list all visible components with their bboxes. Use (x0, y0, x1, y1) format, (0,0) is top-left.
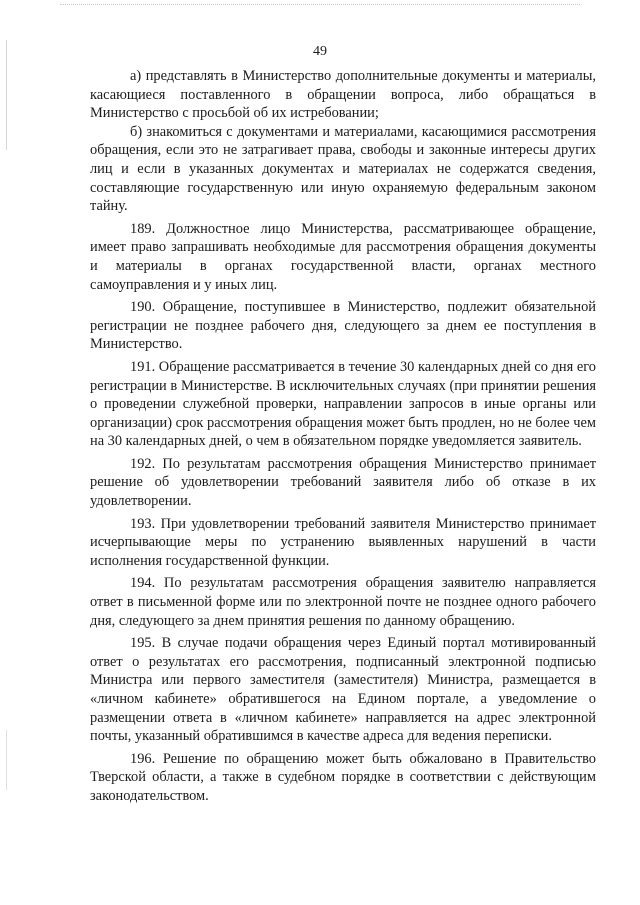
paragraph-189: 189. Должностное лицо Министерства, рассматривающее обращение, имеет право запрашивать необходимые для рассмотрения обращения документы и материалы в органах государственной власти, органах местного самоуправления и у иных лиц. (90, 220, 596, 293)
paragraph-191: 191. Обращение рассматривается в течение 30 календарных дней со дня его регистрации в Министерстве. В исключительных случаях (при принятии решения о проведении служебной проверки, направлении запросов в иные органы или организации) срок рассмотрения обращения может быть продлен, но не более чем на 30 календарных дней, о чем в обязательном порядке уведомляется заявитель. (90, 358, 597, 450)
paragraph-195: 195. В случае подачи обращения через Единый портал мотивированный ответ о результатах его рассмотрения, подписанный электронной подписью Министра или первого заместителя (заместителя) Министра, размещается в «личном кабинете» обратившегося на Едином портале, а уведомление о размещении ответа в «личном кабинете» направляется на адрес электронной почты, указанный обратившимся в качестве адреса для ведения переписки. (90, 635, 596, 745)
paragraph-192: 192. По результатам рассмотрения обращения Министерство принимает решение об удовлетворении требований заявителя либо об отказе в их удовлетворении. (90, 455, 596, 510)
paragraph-196: 196. Решение по обращению может быть обжаловано в Правительство Тверской области, а также в судебном порядке в соответствии с действующим законодательством. (90, 750, 596, 804)
paragraph-b: б) знакомиться с документами и материалами, касающимися рассмотрения обращения, если это не затрагивает права, свободы и законные интересы других лиц и если в указанных документах и материалах не содержатся сведения, составляющие государственную или иную охраняемую федеральным законом тайну. (90, 123, 596, 215)
paragraph-194: 194. По результатам рассмотрения обращения заявителю направляется ответ в письменной форме или по электронной почте не позднее одного рабочего дня, следующего за днем принятия решения по данному обращению. (90, 575, 596, 629)
scan-edge-artifact (60, 4, 580, 5)
document-body (90, 67, 596, 806)
paragraph-193: 193. При удовлетворении требований заявителя Министерство принимает исчерпывающие меры по устранению выявленных нарушений в части исполнения государственной функции. (90, 515, 596, 569)
scan-edge-artifact (6, 730, 7, 790)
paragraph-a: а) представлять в Министерство дополнительные документы и материалы, касающиеся поставленного в обращении вопроса, либо обращаться в Министерство с просьбой об их истребовании; (90, 68, 596, 122)
page-number: 49 (313, 44, 327, 59)
paragraph-190: 190. Обращение, поступившее в Министерство, подлежит обязательной регистрации не позднее рабочего дня, следующего за днем ее поступления в Министерство. (90, 299, 596, 353)
